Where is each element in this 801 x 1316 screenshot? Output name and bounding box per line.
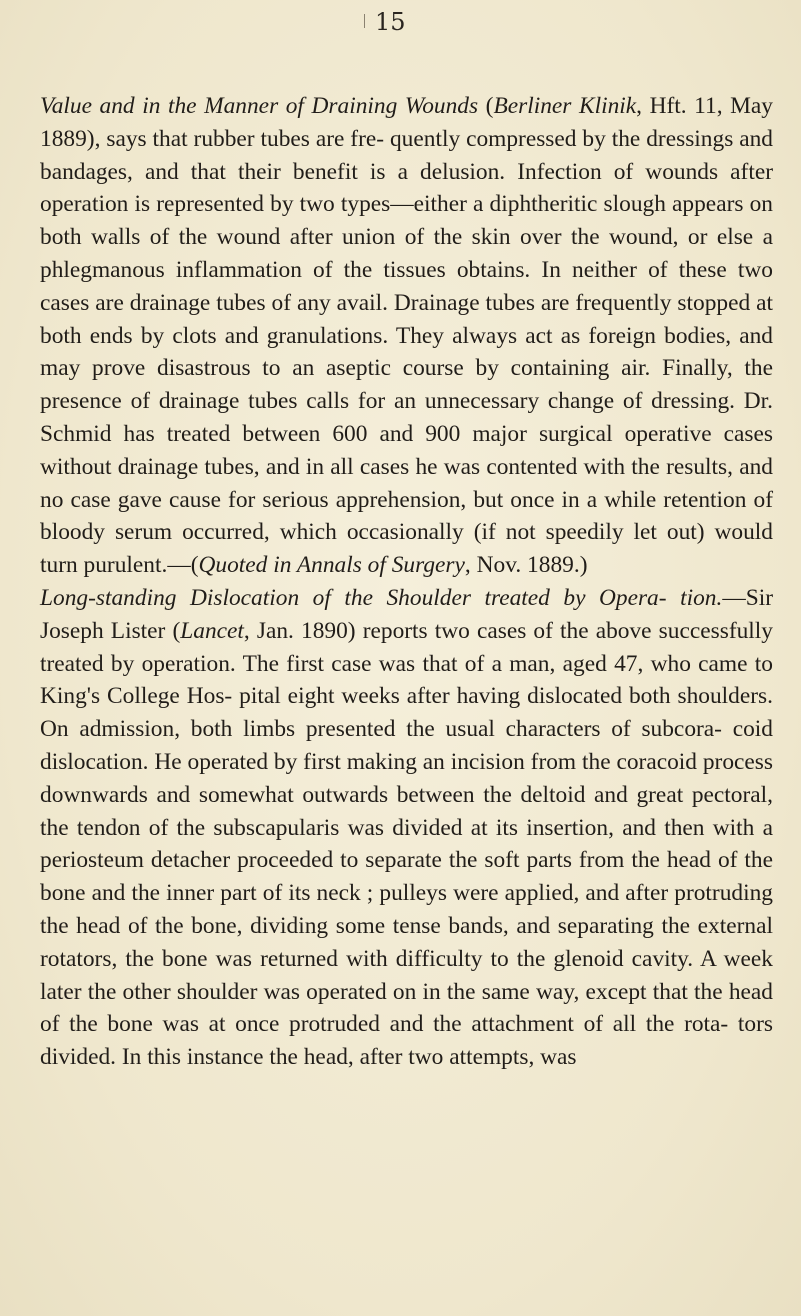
paragraph-shoulder-dislocation [40,582,773,1074]
body-text [40,90,773,1074]
quoted-source: Quoted in Annals of Surgery [198,552,465,579]
paragraph-body: , Hft. 11, May 1889), says that rubber tubes are fre- quently compressed by the dressings and bandages, and that their benefit is a delusion. Infection of wounds after operation is represented by two types—either a diphtheritic slough appears on both walls of the wound after union of the skin over the wound, or else a phlegmanous inflammation of the tissues obtains. In neither of these two cases are drainage tubes of any avail. Drainage tubes are frequently stopped at both ends by clots and granulations. They always act as foreign bodies, and may prove disastrous to an aseptic course by containing air. Finally, the presence of drainage tubes calls for an unnecessary change of dressing. Dr. Schmid has treated between 600 and 900 major surgical operative cases without drainage tubes, and in all cases he was contented with the results, and no case gave cause for serious apprehension, but once in a while retention of bloody serum occurred, which occasionally (if not speedily let out) would turn purulent.—( [40,93,773,579]
quoted-date: , Nov. 1889.) [464,552,588,579]
paragraph-title: Long-standing Dislocation of the Shoulder treated by Opera- tion. [40,584,723,611]
author-intro: —Sir Joseph Lister ( [40,584,773,644]
paragraph-title: Value and in the Manner of Draining Wounds [40,93,479,119]
page-number: 15 [375,8,406,36]
open-paren: ( [478,93,494,119]
paragraph-draining-wounds [40,90,773,582]
source-journal: Berliner Klinik [493,93,637,119]
paragraph-body: , Jan. 1890) reports two cases of the above successfully treated by operation. The first case was that of a man, aged 47, who came to King's College Hos- pital eight weeks after having dislocated both shoulders. On admission, both limbs presented the usual characters of subcora- coid dislocation. He operated by first making an incision from the coracoid process downwards and somewhat outwards between the deltoid and great pectoral, the tendon of the subscapularis was divided at its insertion, and then with a periosteum detacher proceeded to separate the soft parts from the head of the bone and the inner part of its neck ; pulleys were applied, and after protruding the head of the bone, dividing some tense bands, and separating the external rotators, the bone was returned with difficulty to the glenoid cavity. A week later the other shoulder was operated on in the same way, except that the head of the bone was at once protruded and the attachment of all the rota- tors divided. In this instance the head, after two attempts, was [40,617,774,1071]
source-journal: Lancet [180,617,244,644]
